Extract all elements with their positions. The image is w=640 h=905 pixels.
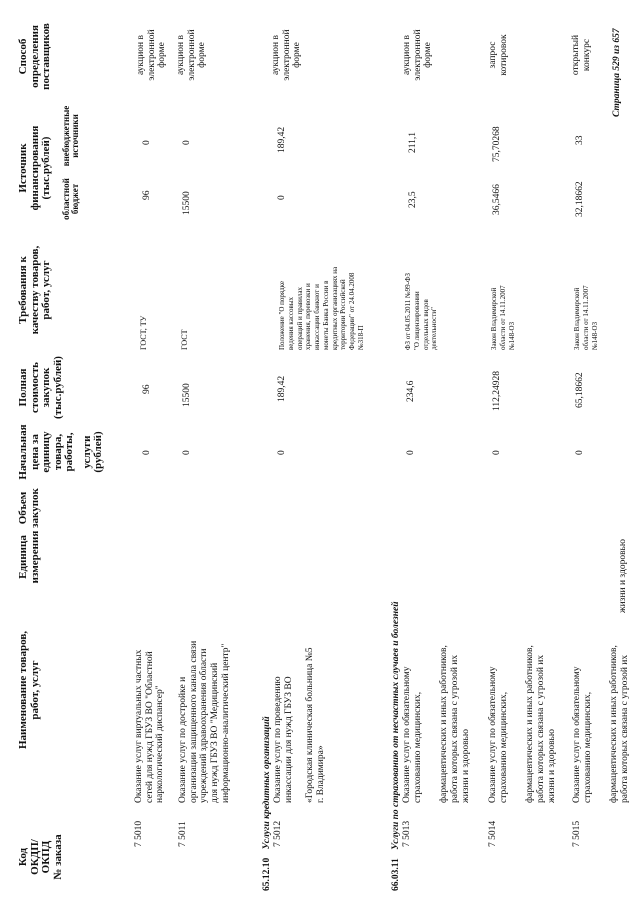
header-full-cost-line: (тыс.рублей) (51, 356, 64, 419)
row-name-line (593, 645, 609, 803)
header-code-line: Код (17, 847, 29, 867)
row-requirements-line: Положение "О порядке (278, 280, 286, 350)
row-name-line: фармацевтических и иных работников, (609, 645, 620, 803)
row-name-line: жизни и здоровью (546, 729, 557, 803)
row-regional: 32,18662 (575, 181, 585, 217)
header-start-price-line: цена за (28, 434, 41, 470)
row-extra: 0 (182, 140, 192, 145)
row-method-line: открытый (571, 34, 581, 76)
header-method-line: Способ (17, 38, 29, 75)
row-requirements-line: хранения, перевозки и (304, 283, 313, 350)
header-method-line: поставщиков (40, 23, 53, 90)
row-method-line: аукцион в (271, 35, 281, 75)
row-method-line: аукцион в (176, 35, 186, 75)
row-extra: 0 (142, 140, 152, 145)
row-name (273, 647, 327, 803)
header-name-line: Наименование товаров, (17, 630, 29, 750)
row-regional: 15500 (182, 191, 192, 215)
header-unit-line: измерения (28, 530, 41, 584)
row-requirements-line: №318-П (356, 325, 365, 350)
header-funding-extra-line: внебюджетные (61, 105, 71, 167)
row-method (136, 20, 168, 90)
header-name-line: работ, услуг (28, 660, 41, 720)
row-full-cost: 65,18662 (575, 372, 585, 408)
section-title: Услуги по страхованию от несчастных случаев и болезней (391, 601, 401, 850)
header-funding-extra-line: источники (70, 114, 81, 158)
row-code: 7 5015 (572, 820, 582, 847)
row-method-line: форме (292, 42, 303, 68)
row-method-line: аукцион в (136, 35, 146, 75)
section-heading (262, 716, 273, 891)
row-name-line: «Городская клиническая больница №5 (305, 647, 316, 803)
section-heading (391, 602, 402, 892)
header-volume-line: закупок (28, 488, 41, 528)
row-extra: 33 (575, 135, 585, 145)
header-requirements-line: работ, услуг (40, 260, 53, 320)
row-name-line: г. Владимира» (315, 745, 326, 803)
row-name-line: страхованию медицинских, (582, 691, 593, 803)
row-requirements (180, 329, 190, 350)
row-extra: 211,1 (408, 131, 418, 153)
row-code: 7 5011 (178, 821, 188, 847)
row-requirements-line: Закон Владимирской (573, 287, 581, 350)
row-method-line: электронной (186, 29, 197, 81)
row-code: 7 5012 (273, 820, 283, 847)
row-name (572, 645, 631, 803)
row-extra: 75,70268 (492, 126, 502, 162)
header-start-price-line: Начальная (17, 424, 29, 480)
row-start-price: 0 (182, 450, 192, 455)
row-name-line: фармацевтических и иных работников, (525, 645, 536, 803)
row-start-price: 0 (277, 450, 287, 455)
section-code: 65.12.10 (262, 857, 272, 891)
section-code: 66.03.11 (391, 858, 401, 891)
row-method-line: форме (157, 42, 168, 68)
header-funding-regional-line: областной (61, 178, 71, 220)
row-requirements (573, 285, 599, 350)
header-requirements-line: Требования к (17, 256, 29, 324)
header-full-cost (18, 350, 64, 425)
row-full-cost: 112,24928 (492, 370, 502, 411)
row-requirements-line: кредитных организациях на (330, 266, 339, 350)
header-unit (18, 527, 41, 587)
header-funding (18, 113, 53, 223)
row-code: 7 5013 (402, 820, 412, 847)
row-name-line: Оказание услуг по обязательному (488, 666, 498, 803)
row-method (176, 20, 208, 90)
header-funding-line: (тыс.рублей) (40, 136, 53, 200)
row-name-line: Оказание услуг по достройке и (178, 676, 188, 803)
header-funding-line: Источник (17, 143, 29, 193)
row-requirements-line: ГОСТ (180, 329, 189, 350)
header-full-cost-line: закупок (40, 367, 53, 408)
row-name-line: инкассации для нужд ГБУЗ ВО (283, 676, 294, 803)
row-regional: 36,5466 (492, 184, 502, 215)
row-full-cost: 96 (142, 384, 152, 394)
row-method (571, 20, 592, 90)
header-funding-regional (62, 171, 81, 227)
row-requirements-line: ФЗ от 04.05.2011 №99-ФЗ (404, 272, 412, 350)
row-name (488, 645, 557, 803)
header-funding-regional-line: бюджет (70, 183, 81, 215)
header-requirements (18, 235, 53, 345)
row-name-line: фармацевтических и иных работников, (439, 645, 450, 803)
row-name-line: наркологический диспансер" (155, 685, 166, 803)
header-start-price-line: услуги (80, 435, 93, 469)
row-method-line: котировок (498, 34, 509, 76)
row-start-price: 0 (406, 450, 416, 455)
row-method-line: запрос (488, 41, 498, 69)
header-name (18, 595, 41, 785)
row-regional: 23,5 (408, 191, 418, 208)
header-requirements-line: качеству товаров, (28, 245, 41, 335)
row-name-line: учреждений здравоохранения области (199, 648, 210, 803)
row-requirements-line: Федерации" от 24.04.2008 (348, 272, 356, 350)
row-name-tail: жизни и здоровью (618, 539, 628, 613)
row-name-line: информационно-аналитический центр" (220, 643, 231, 803)
row-regional: 0 (277, 195, 287, 200)
row-requirements-line: операций и правилах (295, 287, 304, 350)
row-name-line: работа которых связана с угрозой их (449, 654, 460, 803)
header-funding-line: финансирования (28, 125, 41, 211)
row-start-price: 0 (142, 450, 152, 455)
row-requirements-line: "О лицензировании (412, 291, 421, 350)
row-method-line: электронной (412, 29, 423, 81)
row-full-cost: 15500 (182, 383, 192, 407)
row-name (134, 650, 166, 803)
row-requirements-line: ГОСТ, ТУ (139, 315, 148, 350)
header-start-price-line: (рублей) (92, 431, 105, 473)
row-method (271, 20, 303, 90)
row-requirements-line: инкассации банкнот и (313, 284, 321, 350)
header-full-cost-line: стоимость (28, 362, 41, 413)
header-unit-line: Единица (17, 535, 29, 579)
row-name-line: Оказание услуг по обязательному (572, 666, 582, 803)
row-name-line: Оказание услуг по обязательному (402, 666, 412, 803)
header-full-cost-line: Полная (17, 368, 29, 407)
row-requirements-line: монеты Банка России в (321, 280, 330, 350)
row-method-line: форме (423, 42, 434, 68)
header-code-line: ОКДП/ (28, 839, 41, 875)
row-extra: 189,42 (277, 126, 287, 153)
row-code: 7 5014 (488, 820, 498, 847)
row-requirements (490, 285, 516, 350)
row-method-line: конкурс (581, 38, 592, 72)
row-code: 7 5010 (134, 820, 144, 847)
row-requirements-line: области от 14.11.2007 (581, 285, 590, 350)
row-name-line: работа которых связана с угрозой их (619, 654, 630, 803)
header-code (18, 827, 64, 887)
row-requirements-line: территории Российской (339, 279, 348, 350)
row-requirements-line: №148-ОЗ (507, 321, 516, 350)
row-requirements (404, 273, 439, 350)
row-requirements-line: ведения кассовых (286, 296, 295, 350)
row-name-line: страхованию медицинских, (412, 691, 423, 803)
row-name-line: организации защищенного канала связи (188, 640, 199, 803)
row-name-line: для нужд ГБУЗ ВО "Медицинский (209, 662, 220, 803)
page-number: Страница 529 из 657 (612, 28, 622, 117)
header-volume-line: Объем (17, 491, 29, 525)
row-name (178, 641, 231, 803)
row-name-line (509, 645, 525, 803)
header-funding-extra (62, 103, 81, 169)
header-method (18, 14, 53, 99)
row-name (402, 645, 471, 803)
header-volume (18, 483, 41, 533)
row-start-price: 0 (492, 450, 502, 455)
row-name-line: работа которых связана с угрозой их (535, 654, 546, 803)
row-requirements-line: деятельности" (430, 307, 439, 350)
header-start-price-line: единицу (40, 431, 53, 473)
row-name-line: сетей для нужд ГБУЗ ВО "Областной (144, 651, 155, 803)
row-regional: 96 (142, 190, 152, 200)
row-requirements (139, 316, 149, 350)
row-name-line (423, 645, 439, 803)
header-start-price-line: товара, (51, 433, 64, 471)
row-method (488, 20, 509, 90)
row-requirements-line: №148-ОЗ (590, 321, 599, 350)
row-method (402, 20, 434, 90)
row-method-line: электронной (146, 29, 157, 81)
row-method-line: форме (197, 42, 208, 68)
row-name-line (294, 647, 305, 803)
row-full-cost: 189,42 (277, 375, 287, 402)
row-name-line: жизни и здоровью (460, 729, 471, 803)
row-requirements-line: области от 14.11.2007 (498, 285, 507, 350)
row-requirements-line: Закон Владимирской (490, 287, 498, 350)
row-method-line: аукцион в (402, 35, 412, 75)
section-title: Услуги кредитных организаций (262, 716, 272, 850)
row-requirements (278, 267, 366, 350)
row-full-cost: 234,6 (406, 380, 416, 402)
row-method-line: электронной (281, 29, 292, 81)
row-name-line: Оказание услуг по проведению (273, 676, 283, 803)
row-name-line: страхованию медицинских, (498, 691, 509, 803)
header-start-price-line: работы, (63, 432, 76, 472)
row-requirements-line: отдельных видов (421, 299, 430, 350)
row-name-line: Оказание услуг виртуальных частных (134, 649, 144, 803)
header-code-line: ОКПД (40, 840, 53, 874)
row-start-price: 0 (575, 450, 585, 455)
header-code-line: № заказа (51, 834, 64, 880)
header-method-line: определения (28, 25, 41, 88)
header-start-price (18, 417, 105, 487)
